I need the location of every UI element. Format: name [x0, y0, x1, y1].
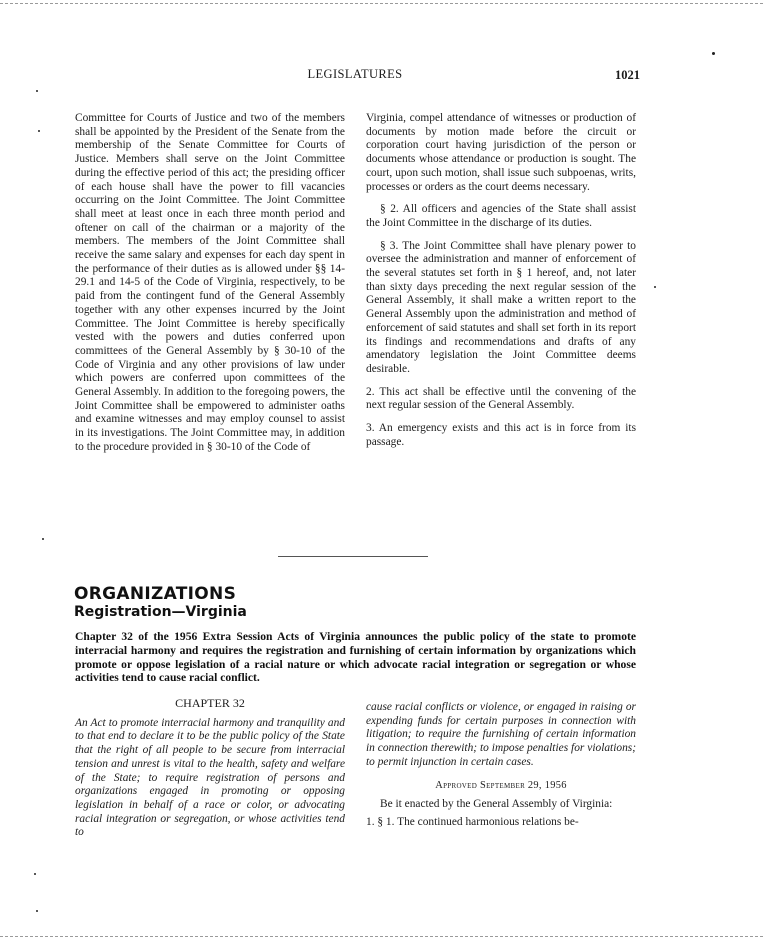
chapter-heading: CHAPTER 32	[175, 696, 245, 710]
section-divider	[278, 556, 428, 557]
running-header: LEGISLATURES	[307, 67, 403, 81]
right-paragraph-5: 3. An emergency exists and this act is in force from its passage.	[366, 422, 636, 448]
section-summary: Chapter 32 of the 1956 Extra Session Acts of Virginia announces the public policy of the state to promote interracial harmony and requires the registration and furnishing of certain information by organizations which promote or oppose legislation of a racial nature or which advocate racial integration or segregation or whose activities tend to cause racial conflict.	[75, 630, 636, 685]
left-column-paragraph: Committee for Courts of Justice and two of the members shall be appointed by the President of the Senate from the membership of the Senate Committee for Courts of Justice. Members shall serve on the Joint Committee during the effective period of this act; the presiding officer of each house shall have the power to fill vacancies occurring on the Joint Committee. The Joint Committee shall meet at least once in each three month period and oftener on call of the chairman or a majority of the members. The members of the Joint Committee shall receive the same salary and expenses for each day spent in the performance of their duties as is allowed under §§ 14-29.1 and 14-5 of the Code of Virginia, respectively, to be paid from the contingent fund of the General Assembly together with any other expenses incurred by the Joint Committee. The Joint Committee is hereby specifically vested with the powers and duties conferred upon committees of the General Assembly by § 30-10 of the Code of Virginia and any other provisions of law under which powers are conferred upon committees of the General Assembly. In addition to the foregoing powers, the Joint Committee shall be empowered to administer oaths and examine witnesses and may employ counsel to assist in its investigations. The Joint Committee may, in addition to the procedure provided in § 30-10 of the Code of	[75, 112, 345, 453]
right-paragraph-2: § 2. All officers and agencies of the State shall assist the Joint Committee in the discharge of its duties.	[366, 203, 636, 229]
enacting-clause: Be it enacted by the General Assembly of Virginia:	[380, 798, 613, 811]
top-border	[0, 3, 763, 4]
chapter-left-column	[75, 697, 345, 840]
right-paragraph-4: 2. This act shall be effective until the convening of the next regular session of the General Assembly.	[366, 385, 636, 412]
scan-speck	[34, 873, 36, 875]
right-column	[366, 112, 636, 449]
right-paragraph-1: Virginia, compel attendance of witnesses or production of documents by motion made before the circuit or corporation court having jurisdiction of the person or documents whose attendance or production is sought. The court, upon such motion, shall issue such subpoenas, writs, processes or orders as the court deems necessary.	[366, 112, 636, 193]
bottom-border	[0, 936, 763, 937]
scan-speck	[654, 286, 656, 288]
scan-speck	[36, 910, 38, 912]
scan-speck	[38, 130, 40, 132]
left-column	[75, 112, 345, 455]
act-title-part-2: cause racial conflicts or violence, or engaged in raising or expending funds for certain purposes in connection with litigation; to require the furnishing of certain information in connection therewith; to impose penalties for violations; to permit injunction in certain cases.	[366, 701, 636, 768]
scan-speck	[36, 90, 38, 92]
section-subheading: Registration—Virginia	[74, 604, 247, 620]
page-number: 1021	[615, 68, 640, 82]
chapter-right-column	[366, 701, 636, 830]
section-one-start: 1. § 1. The continued harmonious relations be-	[366, 815, 579, 828]
section-heading: ORGANIZATIONS	[74, 584, 237, 604]
scan-speck	[712, 52, 715, 55]
right-paragraph-3: § 3. The Joint Committee shall have plenary power to oversee the administration and manner of enforcement of the several statutes set forth in § 1 hereof, and, not later than sixty days preceding the next regular session of the General Assembly, it shall make a written report to the General Assembly upon the administration and method of enforcement of said statutes and shall set forth in its report its findings and recommendations and drafts of any amendatory legislation the Joint Committee deems desirable.	[366, 239, 636, 375]
scan-speck	[42, 538, 44, 540]
act-title-part-1: An Act to promote interracial harmony and tranquility and to that end to declare it to be the public policy of the State that the right of all people to be secure from interracial tension and unrest is vital to the health, safety and welfare of the State; to require registration of persons and organizations engaged in promoting or opposing legislation in behalf of a race or color, or advocating racial integration or segregation, or whose activities tend to	[75, 716, 345, 839]
approval-date: Approved September 29, 1956	[435, 779, 567, 791]
